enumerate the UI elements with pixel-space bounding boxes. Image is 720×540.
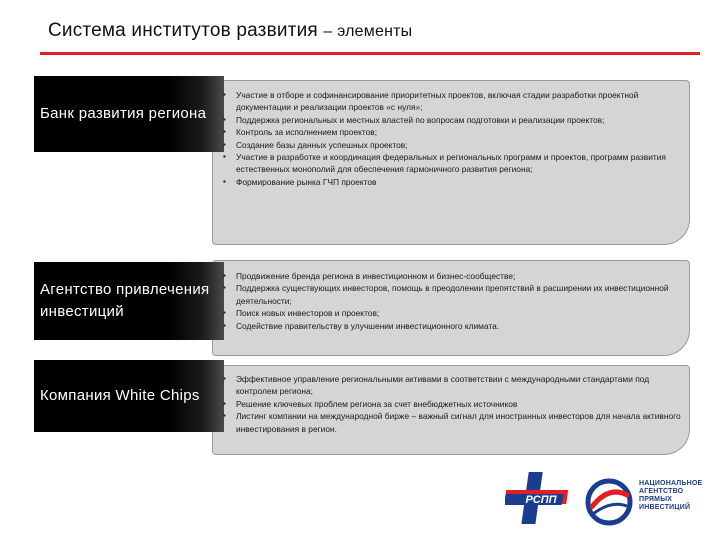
list-item: ▪ Продвижение бренда региона в инвестиционном и бизнес-сообществе; xyxy=(222,270,682,282)
agency-logo xyxy=(583,478,703,526)
rspp-emblem-icon xyxy=(505,470,577,526)
title-sub: – элементы xyxy=(323,23,413,40)
section-label-agency: Агентство привлечения инвестиций xyxy=(34,262,224,340)
rspp-logo xyxy=(505,470,577,526)
list-item: ▪ Контроль за исполнением проектов; xyxy=(222,126,682,138)
section-label-white-chips: Компания White Chips xyxy=(34,360,224,432)
list-item: ▪ Формирование рынка ГЧП проектов xyxy=(222,176,682,188)
bullet-list-white-chips xyxy=(222,373,682,435)
page-title xyxy=(48,20,412,42)
list-item: ▪ Листинг компании на международной бирже – важный сигнал для иностранных инвесторов для начала активного инвестирования в регион. xyxy=(222,410,682,435)
list-item: ▪ Решение ключевых проблем региона за счет внебюджетных источников xyxy=(222,398,682,410)
list-item: ▪ Участие в разработке и координация федеральных и региональных программ и проектов, программ развития естественных монополий для обеспечения гармоничного развития региона; xyxy=(222,151,682,176)
list-item: ▪ Участие в отборе и софинансирование приоритетных проектов, включая стадии разработки проектной документации и реализации проектов «с нуля»; xyxy=(222,89,682,114)
list-item: ▪ Создание базы данных успешных проектов; xyxy=(222,139,682,151)
rspp-logo-text: РСПП xyxy=(525,494,557,506)
bullet-list-agency xyxy=(222,270,682,332)
bullet-list-bank xyxy=(222,89,682,188)
title-main: Система институтов развития xyxy=(48,20,318,41)
list-item: ▪ Поддержка существующих инвесторов, помощь в преодолении препятствий в расширении их инвестиционной деятельности; xyxy=(222,282,682,307)
list-item: ▪ Поиск новых инвесторов и проектов; xyxy=(222,307,682,319)
agency-logo-text: НАЦИОНАЛЬНОЕ АГЕНТСТВО ПРЯМЫХ ИНВЕСТИЦИЙ xyxy=(639,480,703,511)
section-label-bank: Банк развития региона xyxy=(34,76,224,152)
title-underline xyxy=(40,52,700,55)
agency-emblem-icon xyxy=(583,478,635,526)
list-item: ▪ Эффективное управление региональными активами в соответствии с международными стандартами под контролем региона; xyxy=(222,373,682,398)
list-item: ▪ Поддержка региональных и местных властей по вопросам подготовки и реализации проектов; xyxy=(222,114,682,126)
list-item: ▪ Содействие правительству в улучшении инвестиционного климата. xyxy=(222,320,682,332)
